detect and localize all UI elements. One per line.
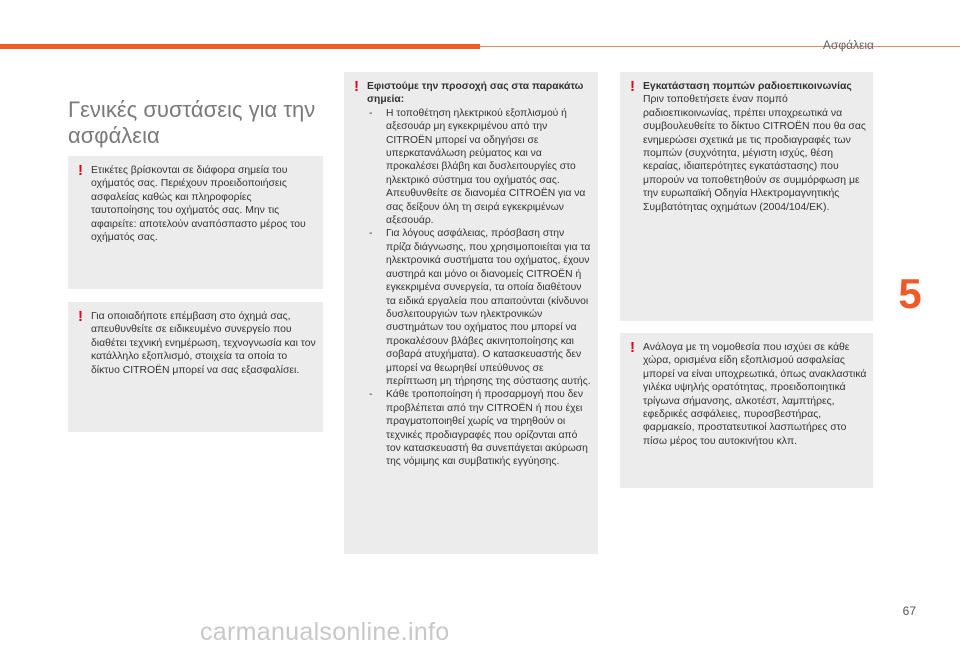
list-item: - Κάθε τροποποίηση ή προσαρμογή που δεν προβλέπεται από την CITROËN ή που έχει πραγματοποιηθεί χωρίς να τηρηθούν οι τεχνικές προδιαγραφές που ορίζονται από τον κατασκευαστή θα συνεπάγεται ακύρωση της νόμιμης και συμβατικής εγγύησης. [367,388,592,468]
section-name: Ασφάλεια [822,38,874,52]
warning-icon: ! [78,308,83,325]
info-box-text: Για οποιαδήποτε επέμβαση στο όχημά σας, απευθυνθείτε σε ειδικευμένο συνεργείο που διαθέτει τεχνική ενημέρωση, τεχνογνωσία και τον κατάλληλο εξοπλισμό, στοιχεία τα οποία το δίκτυο CITROËN μπορεί να σας εξασφαλίσει. [91,311,316,376]
warning-icon: ! [630,339,635,356]
info-box-heading: Εφιστούμε την προσοχή σας στα παρακάτω σημεία: [367,81,584,106]
chapter-tab [887,250,933,338]
header-rule [480,46,960,47]
list-item: - Για λόγους ασφάλειας, πρόσβαση στην πρίζα διάγνωσης, που χρησιμοποιείται για τα ηλεκτρονικά συστήματα του οχήματος, έχουν αυστηρά και μόνο οι διανομείς CITROËN ή εγκεκριμένα συνεργεία, τα οποία διαθέτουν τα ειδικά εργαλεία που απαιτούνται (κίνδυνοι δυσλειτουργιών των ηλεκτρονικών συστημάτων του οχήματος που μπορεί να προκαλέσουν βλάβες ακινητοποίησης και σοβαρά ατυχήματα). Ο κατασκευαστής δεν μπορεί να θεωρηθεί υπεύθυνος σε περίπτωση μη τήρησης της σύστασης αυτής. [367,227,592,388]
info-box-labels [68,156,323,289]
info-box-text: Ετικέτες βρίσκονται σε διάφορα σημεία του οχήματός σας. Περιέχουν προειδοποιήσεις ασφαλείας καθώς και πληροφορίες ταυτοποίησης του οχήματός σας. Μην τις αφαιρείτε: αποτελούν αναπόσπαστο μέρος του οχήματός σας. [91,165,306,244]
list-item: - Η τοποθέτηση ηλεκτρικού εξοπλισμού ή αξεσουάρ μη εγκεκριμένου από την CITROËN μπορεί να οδηγήσει σε υπερκατανάλωση ρεύματος και να προκαλέσει βλάβη και δυσλειτουργίες στο ηλεκτρικό σύστημα του οχήματός σας. Απευθυνθείτε σε διανομέα CITROËN για να σας δείξουν όλη τη σειρά εγκεκριμένων αξεσουάρ. [367,107,592,228]
warning-icon: ! [354,78,359,95]
header-accent-bar [0,44,480,49]
info-box-text: Πριν τοποθετήσετε έναν πομπό ραδιοεπικοινωνίας, πρέπει υποχρεωτικά να συμβουλευθείτε το δίκτυο CITROËN που θα σας ενημερώσει σχετικά με τις προδιαγραφές των πομπών (συχνότητα, μέγιστη ισχύς, θέση κεραίας, ιδιαιτερότητες εγκατάστασης) που μπορούν να τοποθετηθούν σε συμμόρφωση με την ευρωπαϊκή Οδηγία Ηλεκτρομαγνητικής Συμβατότητας οχημάτων (2004/104/ΕΚ). [643,94,866,213]
chapter-number: 5 [898,270,922,317]
info-box-radio [620,72,873,321]
info-box-heading: Εγκατάσταση πομπών ραδιοεπικοινωνίας [643,81,852,92]
info-box-attention [344,72,598,554]
attention-list [367,107,592,469]
info-box-text: Ανάλογα με τη νομοθεσία που ισχύει σε κάθε χώρα, ορισμένα είδη εξοπλισμού ασφαλείας μπορεί να είναι υποχρεωτικά, όπως ανακλαστικά γιλέκα υψηλής ορατότητας, προειδοποιητικά τρίγωνα σήμανσης, αλκοτέστ, λαμπτήρες, εφεδρικές ασφάλειες, πυροσβεστήρας, φαρμακείο, προστατευτικοί λασπωτήρες στο πίσω μέρος του αυτοκινήτου κλπ. [643,342,867,447]
page-title: Γενικές συστάσεις για την ασφάλεια [68,97,316,148]
watermark: carmanualsonline.info [200,618,450,646]
info-box-equipment [620,333,873,488]
warning-icon: ! [630,78,635,95]
warning-icon: ! [78,162,83,179]
info-box-service [68,302,323,432]
page-number: 67 [902,604,916,618]
